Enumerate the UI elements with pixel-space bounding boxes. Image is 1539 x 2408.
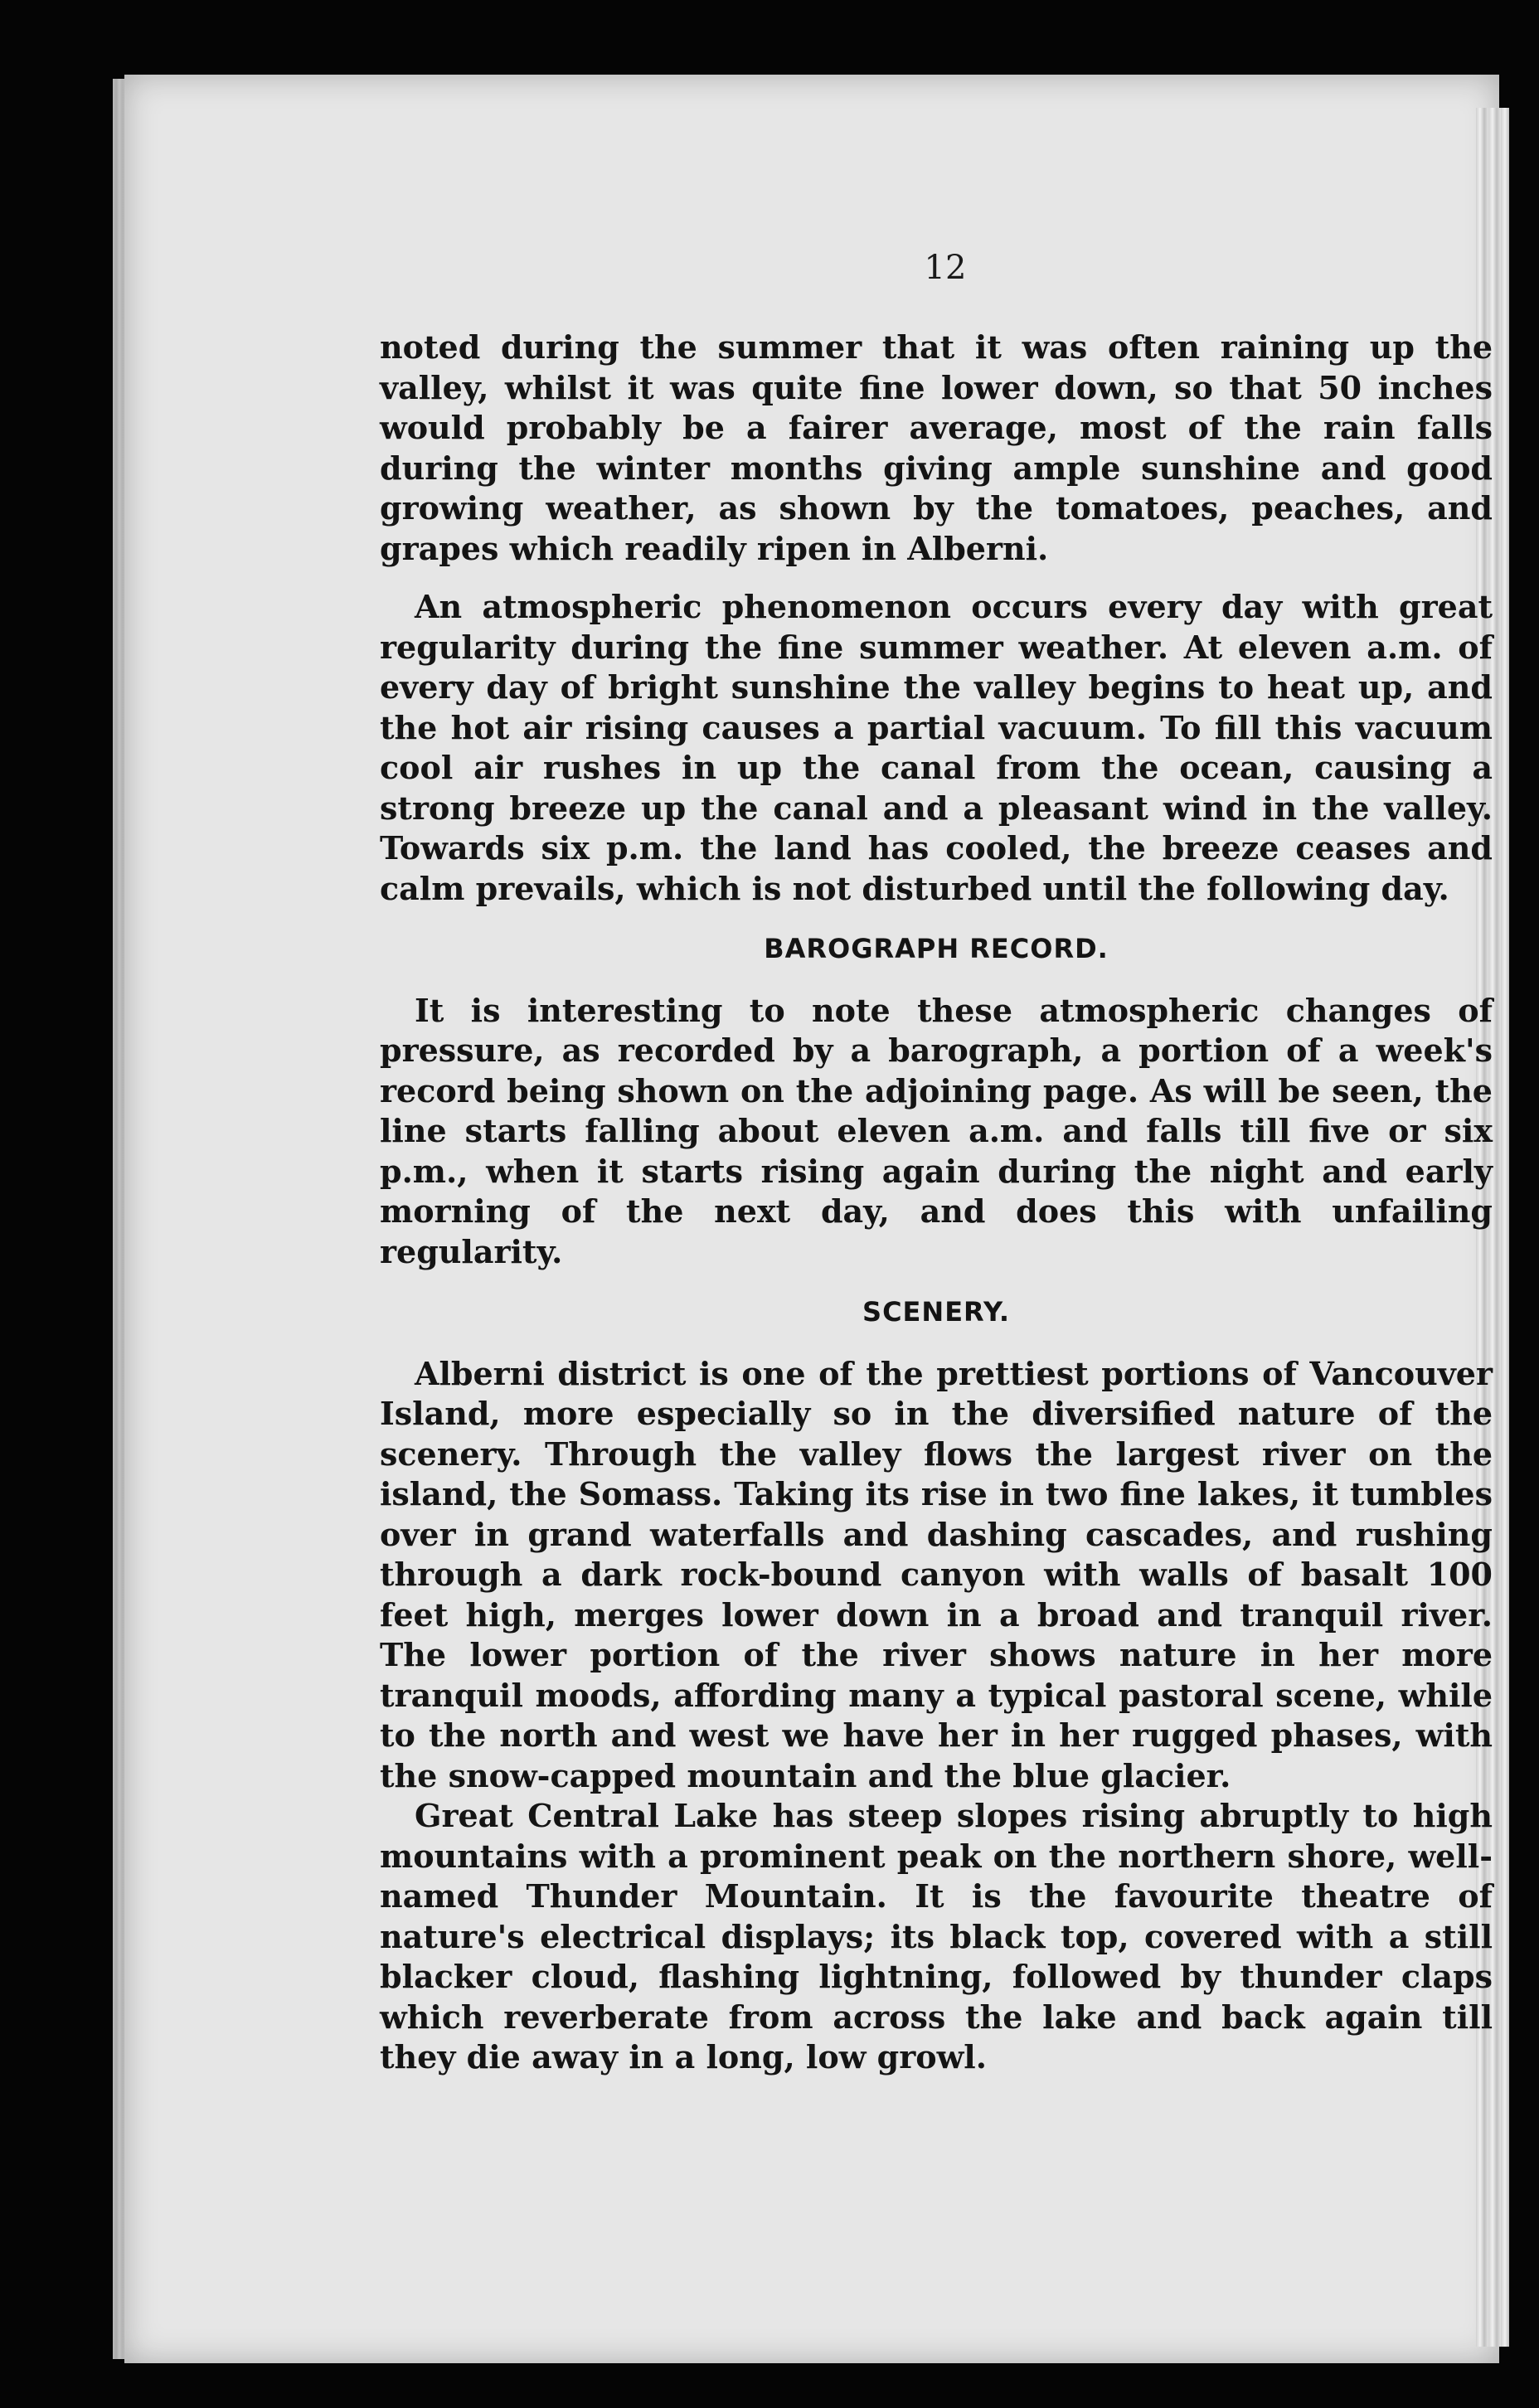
paragraph-atmospheric-phenomenon: An atmospheric phenomenon occurs every day with great regularity during the fine summer weather. At eleven a.m. of every day of bright sunshine the valley begins to heat up, and the hot air rising causes a partial vacuum. To fill this vacuum cool air rushes in up the canal from the ocean, causing a strong breeze up the canal and a pleasant wind in the valley. Towards six p.m. the land has cooled, the breeze ceases and calm prevails, which is not disturbed until the following day. [380, 588, 1493, 907]
heading-scenery: SCENERY. [862, 1296, 1010, 1328]
heading-barograph-record: BAROGRAPH RECORD. [764, 933, 1109, 964]
paragraph-rainfall: noted during the summer that it was often raining up the valley, whilst it was quite fine lower down, so that 50 inches would probably be a fairer average, most of the rain falls during the winter months giving ample sunshine and good growing weather, as shown by the tomatoes, peaches, and grapes which readily ripen in Alberni. [380, 328, 1493, 567]
paragraph-barograph: It is interesting to note these atmospheric changes of pressure, as recorded by a barograph, a portion of a week's record being shown on the adjoining page. As will be seen, the line starts falling about eleven a.m. and falls till five or six p.m., when it starts rising again during the night and early morning of the next day, and does this with unfailing regularity. [380, 991, 1493, 1270]
page-body [380, 328, 1493, 2078]
paragraph-alberni-district: Alberni district is one of the prettiest portions of Vancouver Island, more especially so in the diversified nature of the scenery. Through the valley flows the largest river on the island, the Somass. Taking its rise in two fine lakes, it tumbles over in grand waterfalls and dashing cascades, and rushing through a dark rock-bound canyon with walls of basalt 100 feet high, merges lower down in a broad and tranquil river. The lower portion of the river shows nature in her more tranquil moods, affording many a typical pastoral scene, while to the north and west we have her in her rugged phases, with the snow-capped mountain and the blue glacier. [380, 1354, 1493, 1794]
page-number: 12 [924, 249, 967, 287]
paragraph-great-central-lake: Great Central Lake has steep slopes rising abruptly to high mountains with a prominent peak on the northern shore, well-named Thunder Mountain. It is the favourite theatre of nature's electrical displays; its black top, covered with a still blacker cloud, flashing lightning, followed by thunder claps which reverberate from across the lake and back again till they die away in a long, low growl. [380, 1797, 1493, 2075]
